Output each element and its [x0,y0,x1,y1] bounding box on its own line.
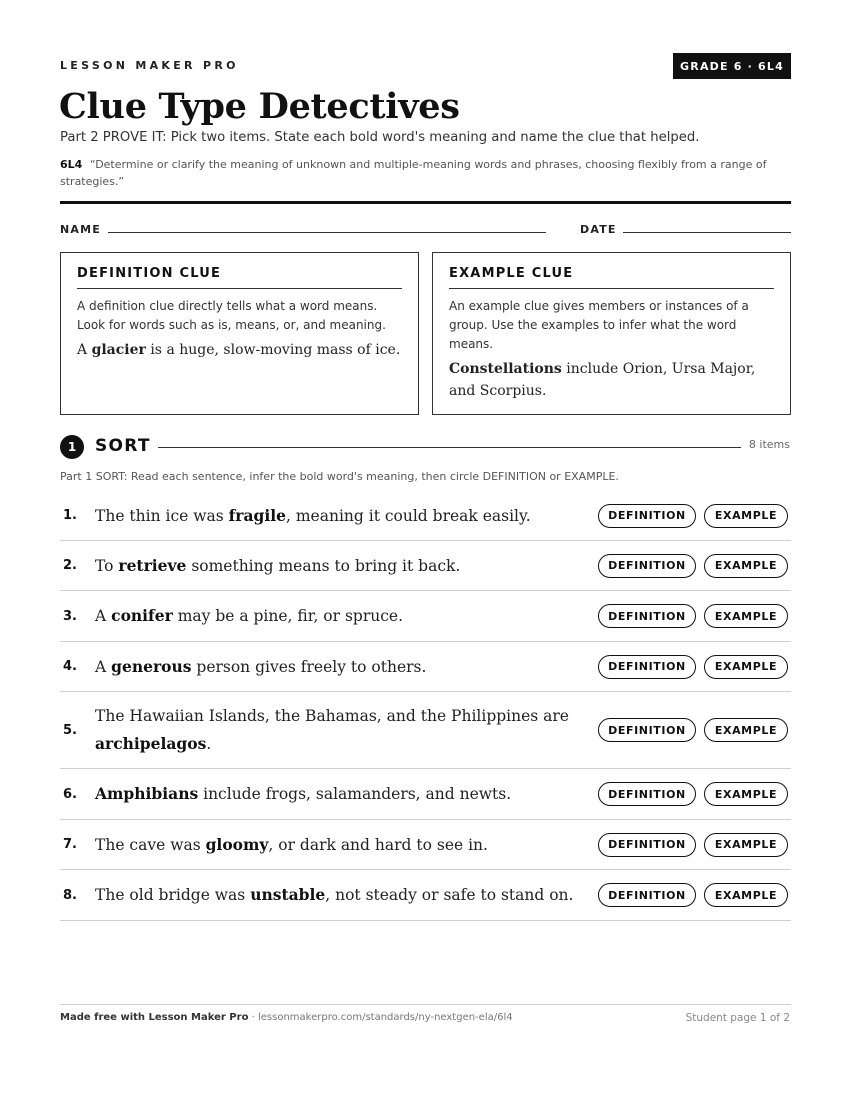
example-choice[interactable]: EXAMPLE [704,718,788,742]
definition-choice[interactable]: DEFINITION [598,554,696,578]
item-sentence: The cave was gloomy, or dark and hard to see in. [95,834,488,854]
example-choice[interactable]: EXAMPLE [704,604,788,628]
item-list [60,491,791,921]
header-divider [60,201,791,204]
sentence-item [60,642,791,692]
footer-page-number: Student page 1 of 2 [685,1012,790,1024]
item-sentence: The old bridge was unstable, not steady or safe to stand on. [95,885,574,904]
example-choice[interactable]: EXAMPLE [704,504,788,528]
definition-choice[interactable]: DEFINITION [598,883,696,907]
definition-choice[interactable]: DEFINITION [598,718,696,742]
definition-clue-description: A definition clue directly tells what a word means. Look for words such as is, means, or, and meaning. [77,299,386,332]
date-label: DATE [580,223,617,236]
definition-clue-example: A glacier is a huge, slow-moving mass of ice. [77,342,401,358]
target-word: gloomy [205,834,269,854]
example-clue-example: Constellations include Orion, Ursa Major, and Scorpius. [449,361,756,399]
definition-clue-title: DEFINITION CLUE [77,266,402,289]
target-word: retrieve [118,555,187,575]
definition-clue-box [60,252,419,415]
item-sentence: The Hawaiian Islands, the Bahamas, and the Philippines are archipelagos. [95,706,569,753]
item-number: 1. [63,508,77,523]
target-word: Amphibians [95,784,199,803]
item-number: 2. [63,558,77,573]
definition-choice[interactable]: DEFINITION [598,604,696,628]
sentence-item [60,541,791,591]
example-choice[interactable]: EXAMPLE [704,554,788,578]
section-number-badge: 1 [60,435,84,459]
standard-description [60,156,780,190]
item-number: 8. [63,887,77,903]
item-number: 6. [63,786,77,802]
example-choice[interactable]: EXAMPLE [704,833,788,857]
item-number: 7. [63,837,77,852]
example-choice[interactable]: EXAMPLE [704,782,788,806]
grade-badge: GRADE 6 · 6L4 [673,53,791,79]
section-title: SORT [95,436,151,456]
example-clue-description: An example clue gives members or instances of a group. Use the examples to infer what the word means. [449,299,749,351]
name-field[interactable] [108,232,546,233]
example-choice[interactable]: EXAMPLE [704,883,788,907]
clue-choice-group [598,604,788,628]
sentence-item [60,491,791,541]
item-sentence: To retrieve something means to bring it back. [95,555,461,575]
target-word: unstable [250,885,326,904]
sentence-item [60,870,791,921]
clue-choice-group [598,718,788,742]
clue-choice-group [598,655,788,679]
definition-choice[interactable]: DEFINITION [598,782,696,806]
item-number: 4. [63,659,77,674]
clue-choice-group [598,504,788,528]
sentence-item [60,591,791,642]
definition-choice[interactable]: DEFINITION [598,833,696,857]
footer-made-with: Made free with Lesson Maker Pro [60,1012,249,1023]
standard-code: 6L4 [60,158,83,171]
item-sentence: A conifer may be a pine, fir, or spruce. [95,606,404,625]
brand-name: LESSON MAKER PRO [60,59,239,72]
item-number: 5. [63,722,77,738]
clue-choice-group [598,554,788,578]
sentence-item [60,769,791,820]
target-word: conifer [111,606,173,625]
name-label: NAME [60,223,101,236]
section-item-count: 8 items [748,438,790,451]
section-divider [158,447,741,448]
example-clue-box [432,252,791,415]
target-word: archipelagos [95,733,207,753]
target-word: fragile [228,505,286,525]
standard-text: “Determine or clarify the meaning of unknown and multiple-meaning words and phrases, choosing flexibly from a range of strategies.” [60,158,767,188]
footer-credit: Made free with Lesson Maker Pro · lessonmakerpro.com/standards/ny-nextgen-ela/6l4 [60,1012,513,1023]
footer-url[interactable]: lessonmakerpro.com/standards/ny-nextgen-ela/6l4 [257,1012,513,1023]
example-choice[interactable]: EXAMPLE [704,655,788,679]
item-sentence: A generous person gives freely to others. [95,656,427,676]
clue-choice-group [598,883,788,907]
footer-divider [60,1004,791,1005]
sentence-item [60,820,791,870]
worksheet-subtitle: Part 2 PROVE IT: Pick two items. State each bold word's meaning and name the clue that helped. [60,130,700,145]
worksheet-title: Clue Type Detectives [59,86,460,127]
sentence-item [60,692,791,769]
item-number: 3. [63,608,77,624]
section-instructions: Part 1 SORT: Read each sentence, infer the bold word's meaning, then circle DEFINITION or EXAMPLE. [60,470,619,483]
definition-choice[interactable]: DEFINITION [598,504,696,528]
clue-choice-group [598,782,788,806]
example-clue-title: EXAMPLE CLUE [449,266,774,289]
date-field[interactable] [623,232,791,233]
clue-choice-group [598,833,788,857]
definition-choice[interactable]: DEFINITION [598,655,696,679]
item-sentence: The thin ice was fragile, meaning it could break easily. [95,505,531,525]
item-sentence: Amphibians include frogs, salamanders, and newts. [95,784,512,803]
target-word: generous [111,656,192,676]
